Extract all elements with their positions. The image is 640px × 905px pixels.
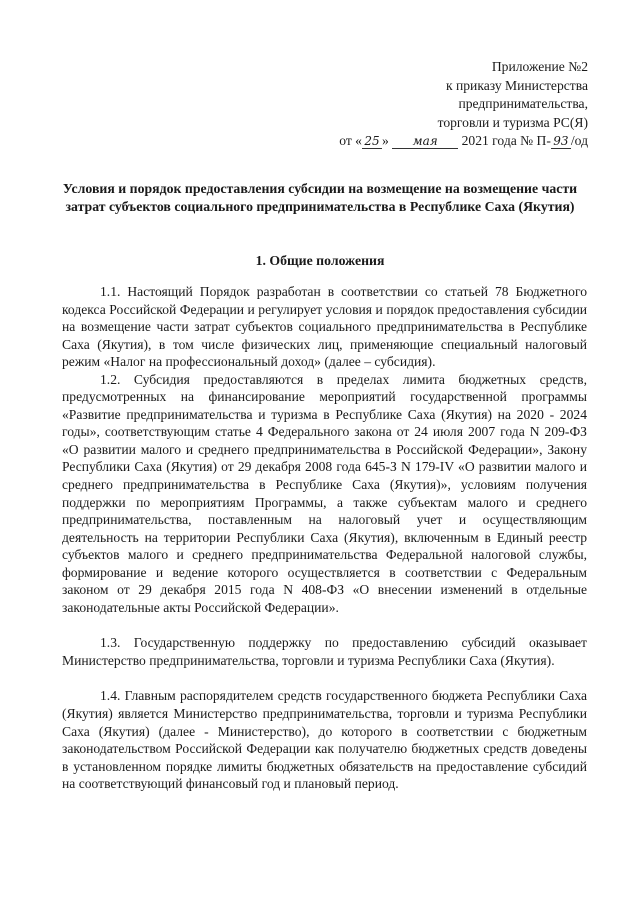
paragraph-1-4: 1.4. Главным распорядителем средств государственного бюджета Республики Саха (Якутия) является Министерство предпринимательства, торговли и туризма Республики Саха (Якутия) (далее - Министерство), до которого в соответствии с бюджетным законодательством Российской Федерации как получателю бюджетных средств доведены в установленном порядке лимиты бюджетных обязательств на предоставление субсидий на соответствующий финансовый год и плановый период.: [62, 688, 587, 792]
handwritten-day: 25: [362, 134, 382, 149]
handwritten-number: 93: [551, 134, 571, 149]
date-prefix: от «: [339, 133, 362, 148]
appendix-block: [288, 58, 588, 151]
date-year-text: 2021 года № П-: [461, 133, 551, 148]
paragraph-1-3: 1.3. Государственную поддержку по предоставлению субсидий оказывает Министерство предпринимательства, торговли и туризма Республики Саха (Якутия).: [62, 635, 587, 668]
paragraph-1-2: 1.2. Субсидия предоставляются в пределах лимита бюджетных средств, предусмотренных на финансирование мероприятий государственной программы «Развитие предпринимательства и туризма в Республике Саха (Якутия) на 2020 - 2024 годы», соответствующим статье 4 Федерального закона от 24 июля 2007 года N 209-ФЗ «О развитии малого и среднего предпринимательства в Российской Федерации», Закону Республики Саха (Якутия) от 29 декабря 2008 года 645-З N 179-IV «О развитии малого и среднего предпринимательства в Республике Саха (Якутия)», условиям получения поддержки по мероприятиям Программы, а также субъектам малого и среднего предпринимательства, поставленным на налоговый учет и осуществляющим деятельность на территории Республики Саха (Якутия), включенным в Единый реестр субъектов малого и среднего предпринимательства Федеральной налоговой службы, формирование и ведение которого осуществляется в соответствии с Федеральным законом от 29 декабря 2015 года N 408-ФЗ «О внесении изменений в отдельные законодательные акты Российской Федерации».: [62, 371, 587, 615]
appendix-date-line: [288, 132, 588, 151]
appendix-title: Приложение №2: [491, 59, 588, 74]
document-body: [62, 283, 587, 793]
handwritten-month: мая: [392, 134, 458, 149]
number-suffix: /од: [570, 133, 588, 148]
document-title: Условия и порядок предоставления субсидии на возмещение на возмещение части затрат субъектов социального предпринимательства в Республике Саха (Якутия): [62, 181, 578, 214]
section-heading: 1. Общие положения: [255, 253, 385, 268]
appendix-ministry-line1: предпринимательства,: [458, 96, 588, 111]
paragraph-1-1: 1.1. Настоящий Порядок разработан в соответствии со статьей 78 Бюджетного кодекса Российской Федерации и регулирует условия и порядок предоставления субсидии на возмещение части затрат субъектов социального предпринимательства в Республике Саха (Якутия), в том числе физических лиц, применяющие специальный налоговый режим «Налог на профессиональный доход» (далее – субсидия).: [62, 284, 587, 370]
appendix-ministry-line2: торговли и туризма РС(Я): [437, 114, 588, 130]
appendix-order-ref: к приказу Министерства: [445, 77, 588, 93]
date-mid: »: [381, 133, 389, 148]
